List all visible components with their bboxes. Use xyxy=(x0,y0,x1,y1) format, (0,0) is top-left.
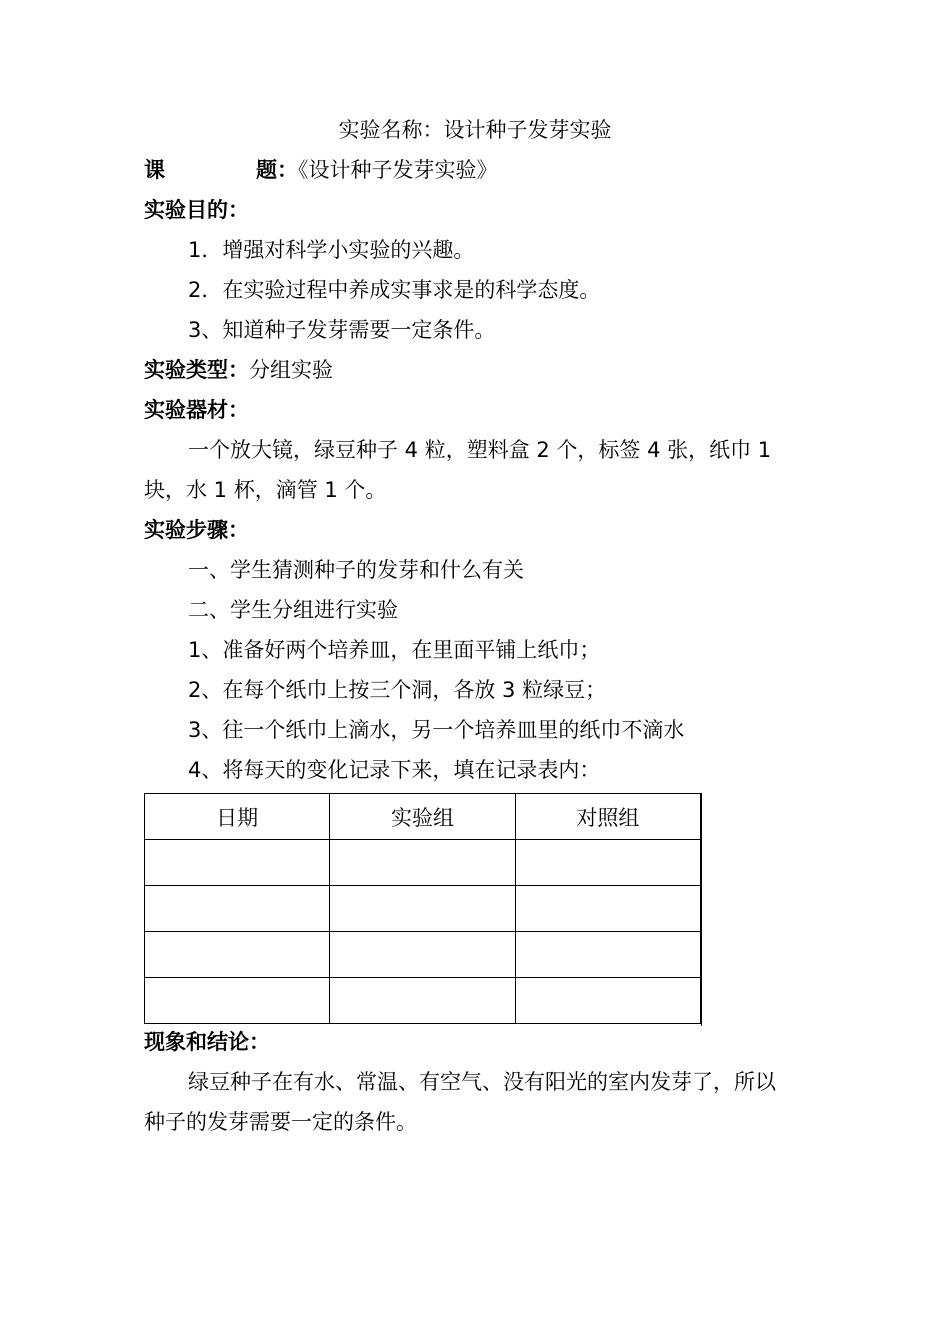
table-cell xyxy=(515,978,700,1024)
conclusion-line-2: 种子的发芽需要一定的条件。 xyxy=(144,1110,417,1134)
purpose-item-1: 1．增强对科学小实验的兴趣。 xyxy=(188,238,475,262)
conclusion-label: 现象和结论： xyxy=(144,1030,270,1054)
materials-line-1: 一个放大镜，绿豆种子 4 粒，塑料盒 2 个，标签 4 张，纸巾 1 xyxy=(188,438,772,462)
table-cell xyxy=(145,840,330,886)
table-row xyxy=(145,886,701,932)
purpose-label: 实验目的： xyxy=(144,198,249,222)
purpose-item-2: 2．在实验过程中养成实事求是的科学态度。 xyxy=(188,278,601,302)
table-cell xyxy=(515,932,700,978)
lesson-line xyxy=(144,156,498,184)
type-label: 实验类型： xyxy=(144,358,249,382)
lesson-label-a: 课 xyxy=(144,158,165,182)
table-cell xyxy=(145,886,330,932)
table-cell xyxy=(330,978,515,1024)
table-row xyxy=(145,978,701,1024)
type-line xyxy=(144,356,333,384)
table-cell xyxy=(515,840,700,886)
table-cell xyxy=(515,886,700,932)
step-item-2: 二、学生分组进行实验 xyxy=(188,598,398,622)
materials-label: 实验器材： xyxy=(144,398,249,422)
step-item-6: 4、将每天的变化记录下来，填在记录表内： xyxy=(188,758,601,782)
table-cell xyxy=(145,978,330,1024)
table-row xyxy=(145,840,701,886)
step-item-1: 一、学生猜测种子的发芽和什么有关 xyxy=(188,558,524,582)
table-double-border xyxy=(701,793,702,1026)
materials-line-2: 块，水 1 杯，滴管 1 个。 xyxy=(144,478,387,502)
type-value: 分组实验 xyxy=(249,358,333,382)
header-date: 日期 xyxy=(145,794,330,840)
conclusion-line-1: 绿豆种子在有水、常温、有空气、没有阳光的室内发芽了，所以 xyxy=(188,1070,776,1094)
header-control-group: 对照组 xyxy=(515,794,700,840)
steps-label: 实验步骤： xyxy=(144,518,249,542)
table-cell xyxy=(330,840,515,886)
step-item-4: 2、在每个纸巾上按三个洞，各放 3 粒绿豆； xyxy=(188,678,607,702)
lesson-label-b: 题： xyxy=(256,158,298,182)
table-row xyxy=(145,932,701,978)
table-cell xyxy=(145,932,330,978)
record-table xyxy=(144,793,701,1024)
header-experiment-group: 实验组 xyxy=(330,794,515,840)
step-item-3: 1、准备好两个培养皿，在里面平铺上纸巾； xyxy=(188,638,601,662)
step-item-5: 3、往一个纸巾上滴水，另一个培养皿里的纸巾不滴水 xyxy=(188,718,685,742)
table-header-row xyxy=(145,794,701,840)
table-cell xyxy=(330,932,515,978)
lesson-value: 《设计种子发芽实验》 xyxy=(298,158,498,182)
page-title: 实验名称：设计种子发芽实验 xyxy=(338,118,612,142)
purpose-item-3: 3、知道种子发芽需要一定条件。 xyxy=(188,318,496,342)
table-cell xyxy=(330,886,515,932)
